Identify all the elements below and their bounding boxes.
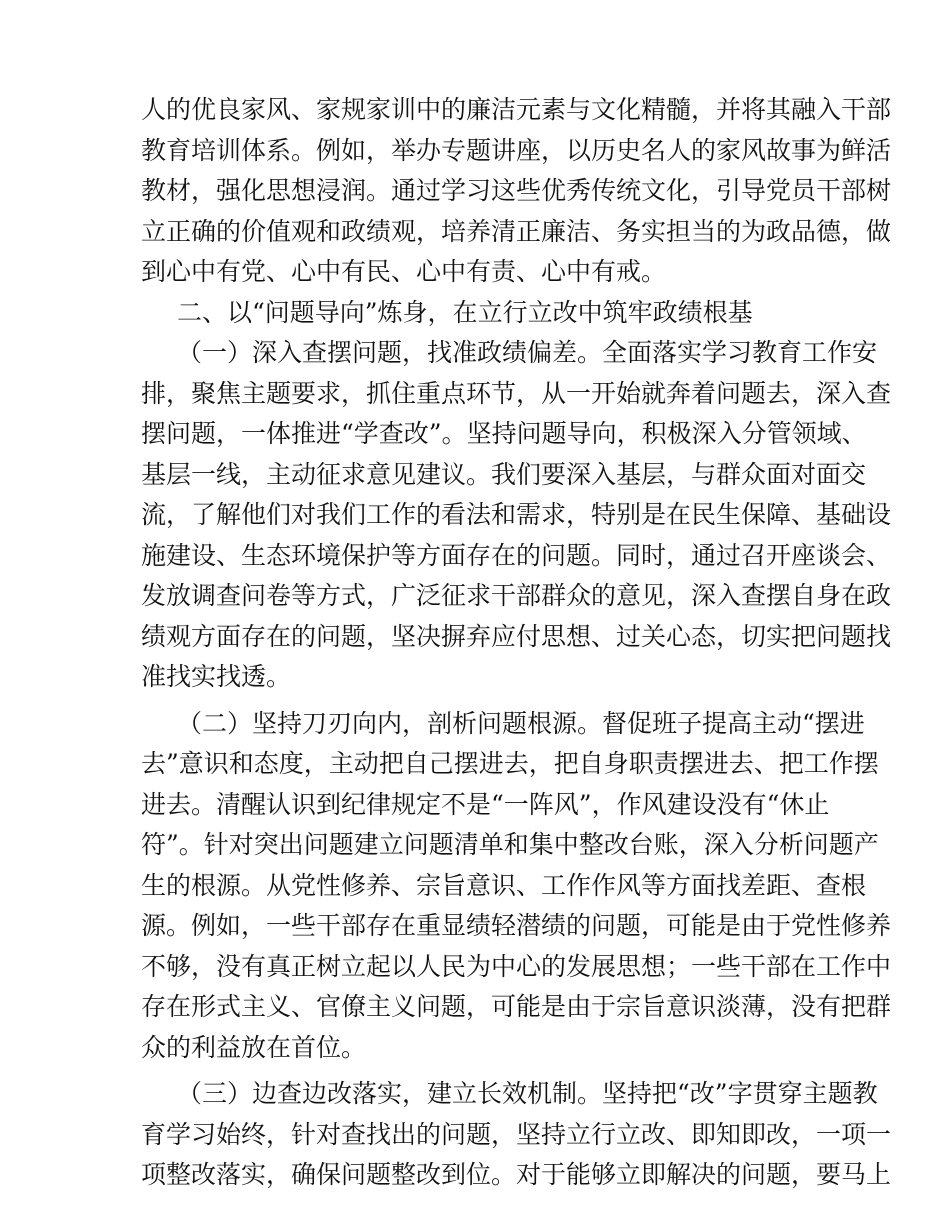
text-line: 发放调查问卷等方式，广泛征求干部群众的意见，深入查摆自身在政 — [141, 581, 892, 610]
document-body — [141, 90, 892, 1196]
text-line: 准找实找透。 — [141, 662, 292, 691]
text-line: （二）坚持刀刃向内，剖析问题根源。督促班子提高主动“摆进 — [177, 708, 865, 738]
text-line: 众的利益放在首位。 — [141, 1032, 367, 1062]
text-line: 育学习始终，针对查找出的问题，坚持立行立改、即知即改，一项一 — [141, 1119, 892, 1149]
paragraph-3 — [141, 704, 892, 1069]
text-line: 基层一线，主动征求意见建议。我们要深入基层，与群众面对面交 — [141, 459, 867, 489]
text-line: 不够，没有真正树立起以人民为中心的发展思想；一些干部在工作中 — [141, 951, 892, 981]
text-line: 立正确的价值观和政绩观，培养清正廉洁、务实担当的为政品德，做 — [141, 216, 892, 246]
text-line: 进去。清醒认识到纪律规定不是“一阵风”，作风建设没有“休止 — [141, 789, 830, 819]
text-line: 去”意识和态度，主动把自己摆进去，把自身职责摆进去、把工作摆 — [141, 749, 879, 778]
text-line: 存在形式主义、官僚主义问题，可能是由于宗旨意识淡薄，没有把群 — [141, 992, 892, 1021]
text-line: 教材，强化思想浸润。通过学习这些优秀传统文化，引导党员干部树 — [141, 176, 892, 205]
text-line: 项整改落实，确保问题整改到位。对于能够立即解决的问题，要马上 — [141, 1160, 892, 1189]
paragraph-2 — [141, 333, 892, 698]
text-line: 流，了解他们对我们工作的看法和需求，特别是在民生保障、基础设 — [141, 500, 892, 529]
text-line: 符”。针对突出问题建立问题清单和集中整改台账，深入分析问题产 — [141, 830, 879, 859]
text-line: 人的优良家风、家规家训中的廉洁元素与文化精髓，并将其融入干部 — [141, 95, 892, 124]
section-heading: 二、以“问题导向”炼身，在立行立改中筑牢政绩根基 — [177, 297, 753, 327]
text-line: 教育培训体系。例如，举办专题讲座，以历史名人的家风故事为鲜活 — [141, 135, 892, 165]
text-line: （一）深入查摆问题，找准政绩偏差。全面落实学习教育工作安 — [177, 338, 878, 367]
text-line: 排，聚焦主题要求，抓住重点环节，从一开始就奔着问题去，深入查 — [141, 378, 892, 408]
paragraph-1 — [141, 90, 892, 293]
text-line: 摆问题，一体推进“学查改”。坚持问题导向，积极深入分管领域、 — [141, 419, 867, 448]
text-line: 施建设、生态环境保护等方面存在的问题。同时，通过召开座谈会、 — [141, 540, 892, 570]
paragraph-4 — [141, 1074, 892, 1196]
text-line: 到心中有党、心中有民、心中有责、心中有戒。 — [141, 257, 667, 286]
text-line: 源。例如，一些干部存在重显绩轻潜绩的问题，可能是由于党性修养 — [141, 911, 892, 940]
text-line: （三）边查边改落实，建立长效机制。坚持把“改”字贯穿主题教 — [177, 1079, 878, 1108]
text-line: 绩观方面存在的问题，坚决摒弃应付思想、过关心态，切实把问题找 — [141, 621, 892, 651]
text-line: 生的根源。从党性修养、宗旨意识、工作作风等方面找差距、查根 — [141, 870, 867, 900]
